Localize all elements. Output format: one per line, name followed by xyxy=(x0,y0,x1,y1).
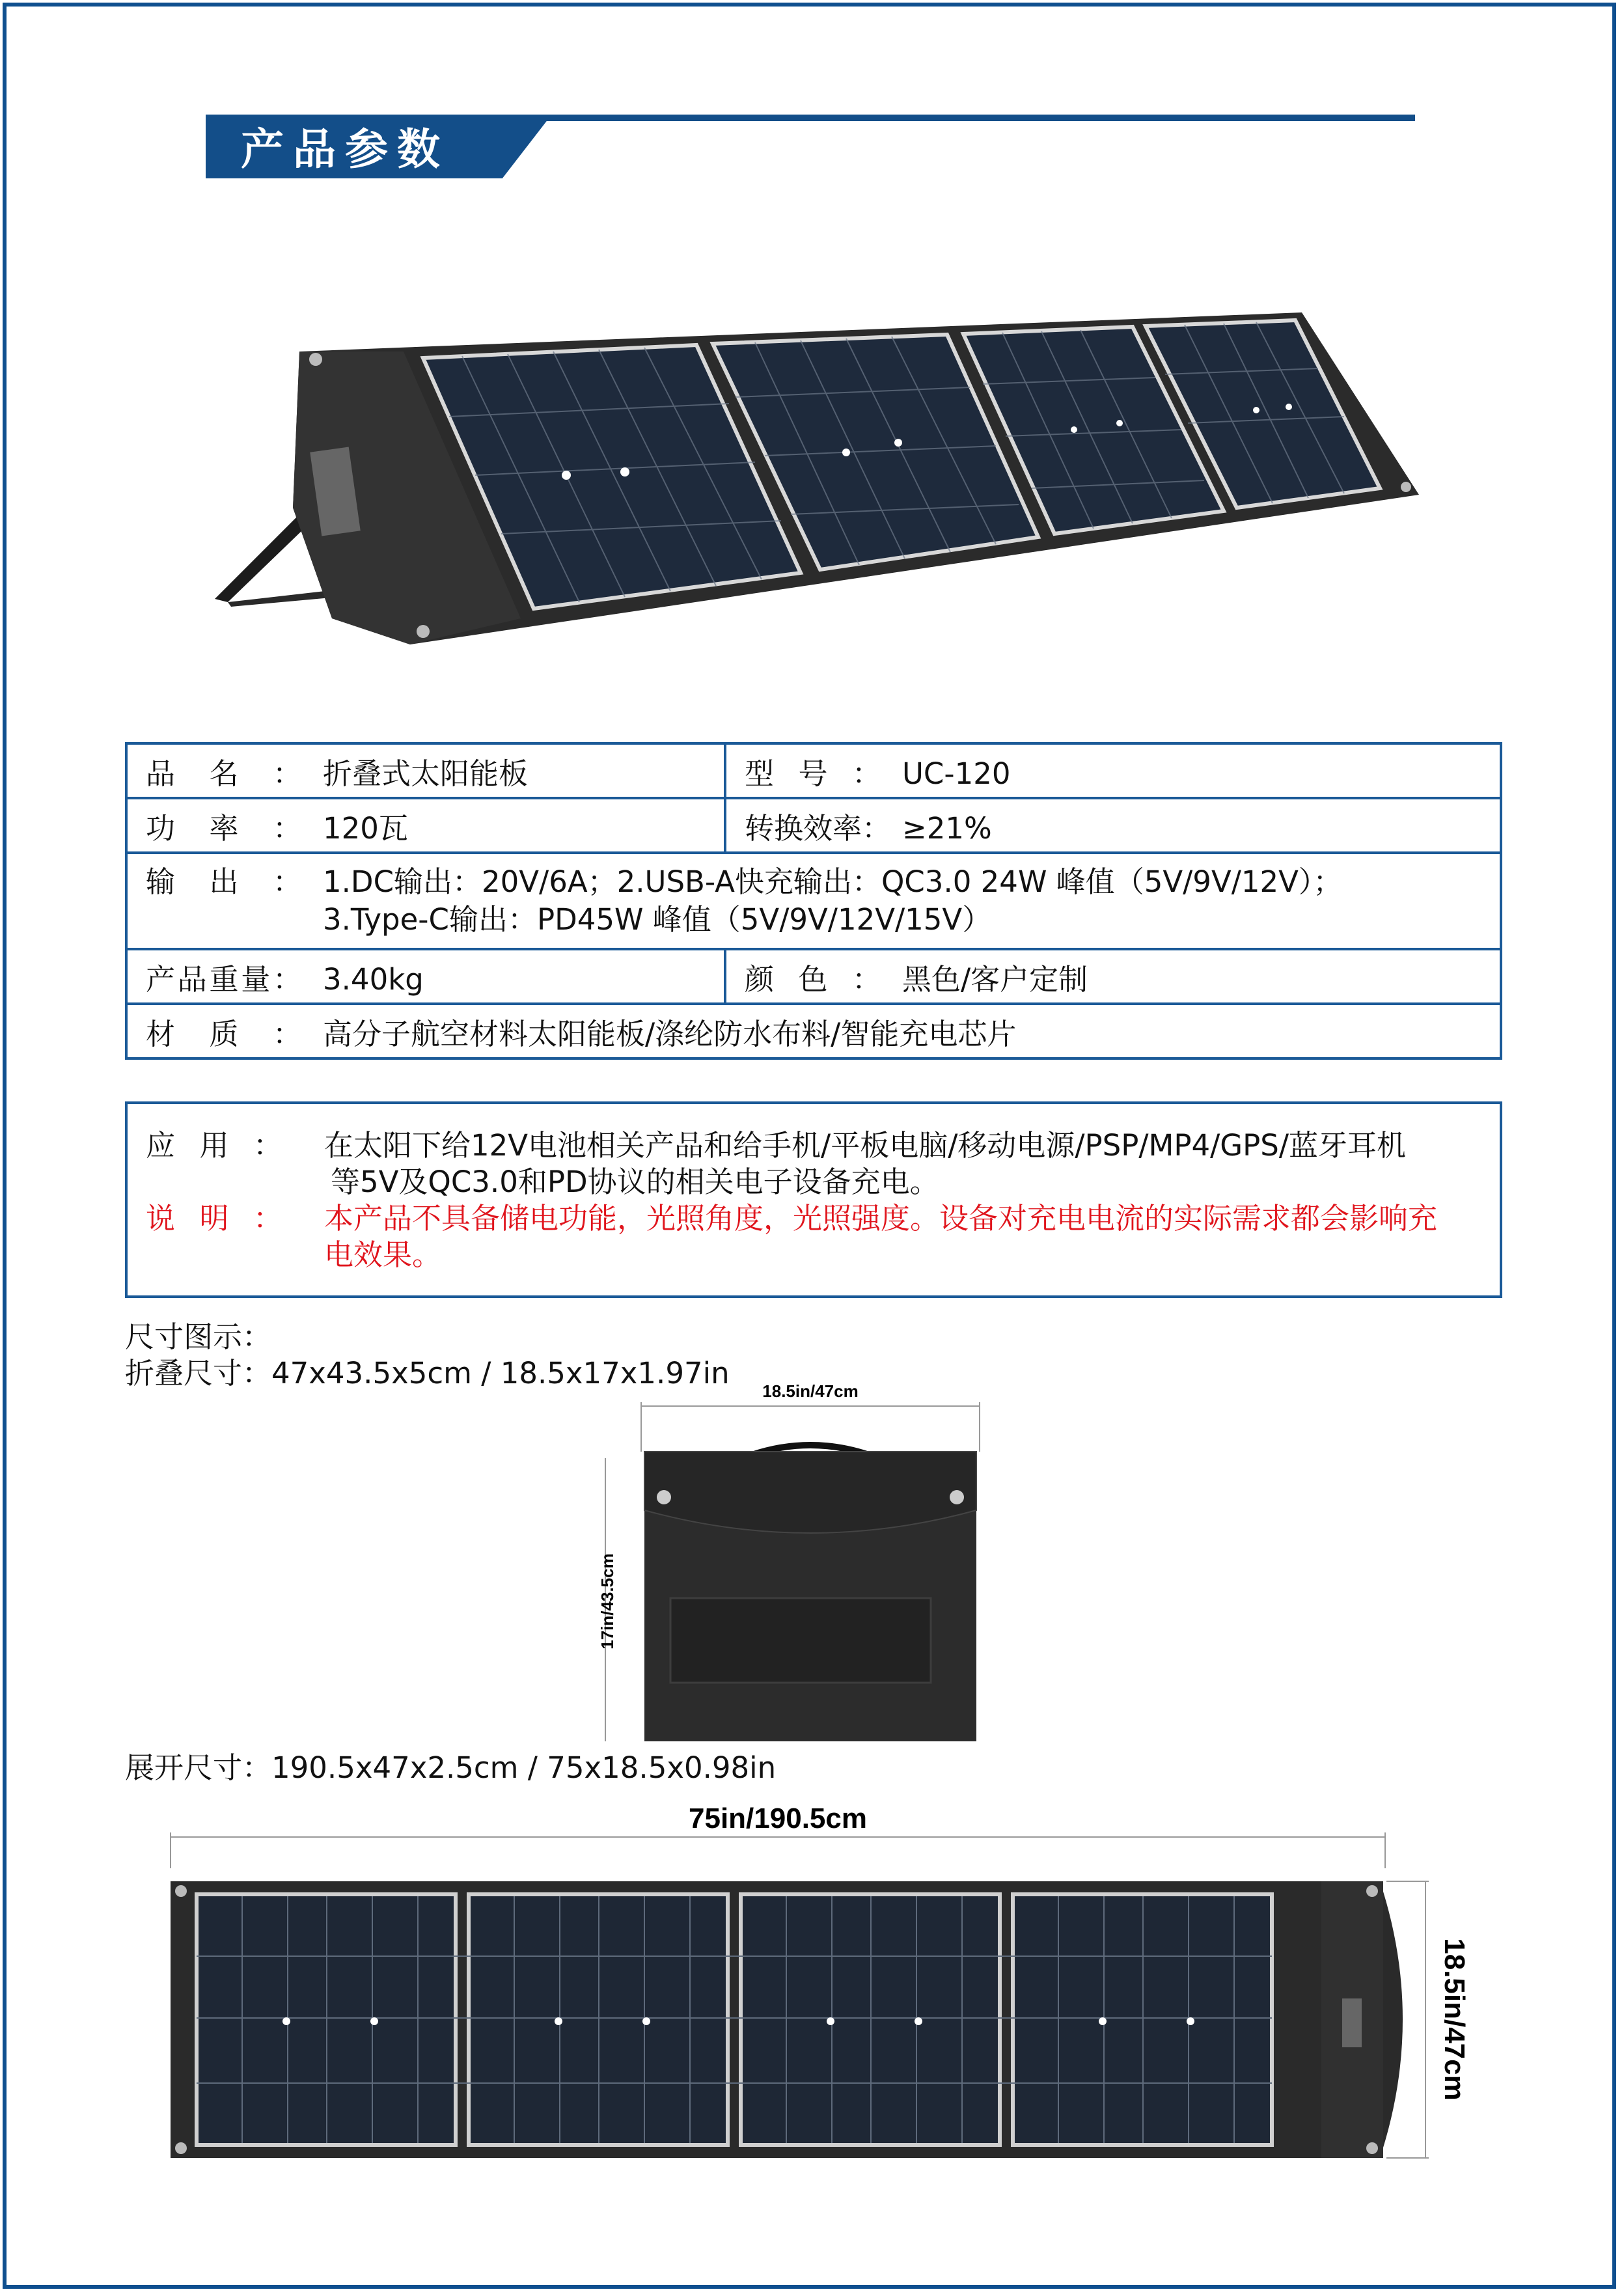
unfolded-panel-photo xyxy=(156,1797,1497,2174)
note-line-1: 本产品不具备储电功能，光照角度，光照强度。设备对充电电流的实际需求都会影响充 xyxy=(324,1201,1438,1236)
note-line-2: 电效果。 xyxy=(324,1237,442,1272)
table-row xyxy=(126,949,1501,1004)
page-title: 产品参数 xyxy=(241,124,449,174)
weight-label: 产品重量： xyxy=(146,961,302,997)
color-value: 黑色/客户定制 xyxy=(902,961,1088,997)
name-value: 折叠式太阳能板 xyxy=(323,756,529,791)
folded-dimensions: 折叠尺寸：47x43.5x5cm / 18.5x17x1.97in xyxy=(125,1356,730,1390)
table-row xyxy=(126,853,1501,949)
table-row xyxy=(126,1004,1501,1058)
application-box xyxy=(125,1101,1502,1298)
unfolded-width-label: 75in/190.5cm xyxy=(689,1803,867,1834)
note-label: 说明： xyxy=(146,1201,282,1236)
folded-width-label: 18.5in/47cm xyxy=(762,1381,859,1401)
table-row xyxy=(126,798,1501,853)
efficiency-value: ≥21% xyxy=(902,810,992,846)
weight-value: 3.40kg xyxy=(323,961,424,997)
output-label: 输出： xyxy=(146,864,302,899)
name-label: 品名： xyxy=(146,756,302,791)
use-line-1: 在太阳下给12V电池相关产品和给手机/平板电脑/移动电源/PSP/MP4/GPS/蓝牙耳机 xyxy=(324,1128,1407,1163)
model-value: UC-120 xyxy=(902,756,1011,791)
material-value: 高分子航空材料太阳能板/涤纶防水布料/智能充电芯片 xyxy=(323,1016,1017,1051)
use-label: 应用： xyxy=(146,1128,282,1163)
spec-table xyxy=(125,742,1502,1060)
dimensions-heading: 尺寸图示： xyxy=(125,1320,272,1354)
unfolded-dimensions: 展开尺寸：190.5x47x2.5cm / 75x18.5x0.98in xyxy=(125,1750,777,1785)
power-value: 120瓦 xyxy=(323,810,408,846)
folded-bag-photo xyxy=(586,1381,1002,1751)
model-label: 型号： xyxy=(745,756,881,791)
output-line-1: 1.DC输出：20V/6A；2.USB-A快充输出：QC3.0 24W 峰值（5V/9V/12V）； xyxy=(323,864,1343,899)
output-line-2: 3.Type-C输出：PD45W 峰值（5V/9V/12V/15V） xyxy=(323,902,992,937)
folded-height-label: 17in/43.5cm xyxy=(598,1553,617,1650)
unfolded-height-label: 18.5in/47cm xyxy=(1438,1938,1470,2101)
power-label: 功率： xyxy=(146,810,302,846)
solar-panel-photo xyxy=(215,312,1425,651)
table-row xyxy=(126,743,1501,798)
efficiency-label: 转换效率： xyxy=(745,810,892,846)
color-label: 颜色： xyxy=(745,961,881,997)
use-line-2: 等5V及QC3.0和PD协议的相关电子设备充电。 xyxy=(331,1165,939,1199)
material-label: 材质： xyxy=(146,1016,302,1051)
